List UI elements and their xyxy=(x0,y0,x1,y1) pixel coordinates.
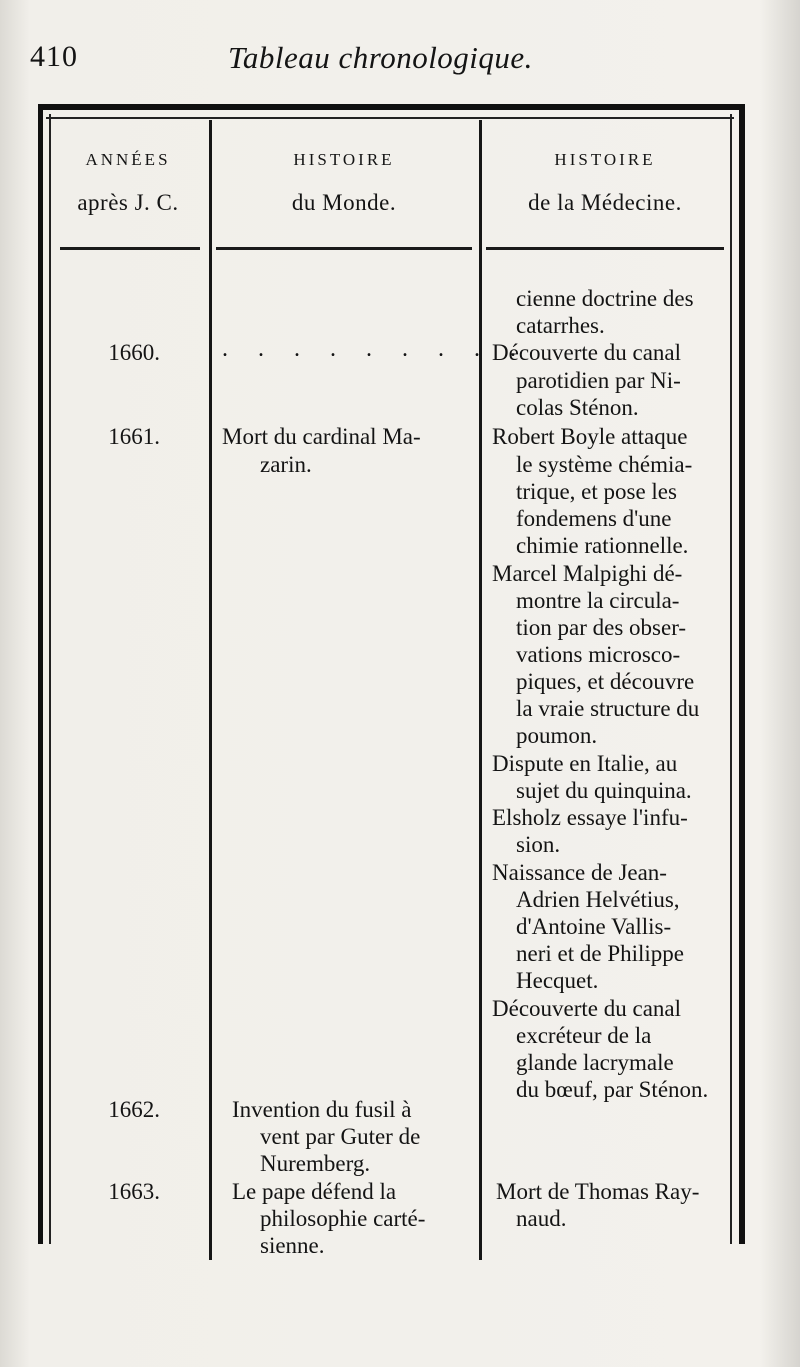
medicine-naissance-line-3: d'Antoine Vallis- xyxy=(516,914,672,939)
world-1661-line-2: zarin. xyxy=(260,452,312,477)
medicine-canal-line-4: du bœuf, par Sténon. xyxy=(516,1077,709,1102)
medicine-malpighi-line-5: piques, et découvre xyxy=(516,669,695,694)
header-years-bottom: après J. C. xyxy=(77,190,179,215)
world-1663-line-3: sienne. xyxy=(260,1233,325,1258)
header-medicine-bottom: de la Médecine. xyxy=(528,190,682,215)
medicine-naissance-line-5: Hecquet. xyxy=(516,968,599,993)
year-1662: 1662. xyxy=(108,1097,160,1122)
column-divider-world xyxy=(479,120,482,1260)
table-left-border xyxy=(38,104,43,1244)
header-rule-world xyxy=(216,247,472,250)
year-1661: 1661. xyxy=(108,424,160,449)
medicine-dispute-line-1: Dispute en Italie, au xyxy=(492,751,678,776)
world-1660-dots: . . . . . . . . . xyxy=(222,336,528,362)
header-years-top: ANNÉES xyxy=(85,150,171,169)
medicine-naissance-line-4: neri et de Philippe xyxy=(516,941,684,966)
world-1662-line-3: Nuremberg. xyxy=(260,1151,371,1176)
running-head: Tableau chronologique. xyxy=(228,40,533,75)
column-divider-years xyxy=(209,120,212,1260)
table-left-inner-border xyxy=(49,114,51,1244)
medicine-canal-line-1: Découverte du canal xyxy=(492,996,682,1021)
medicine-continuation-line-1: cienne doctrine des xyxy=(516,286,694,311)
year-1660: 1660. xyxy=(108,340,160,365)
header-rule-medicine xyxy=(486,247,724,250)
medicine-malpighi-line-1: Marcel Malpighi dé- xyxy=(492,561,683,586)
year-1663: 1663. xyxy=(108,1179,160,1204)
header-world-top: HISTOIRE xyxy=(293,150,395,169)
medicine-dispute-line-2: sujet du quinquina. xyxy=(516,778,692,803)
world-1663-line-2: philosophie carté- xyxy=(260,1206,426,1231)
medicine-1660-line-1: Découverte du canal xyxy=(492,340,682,365)
medicine-boyle-line-2: le système chémia- xyxy=(516,452,693,477)
medicine-malpighi-line-3: tion par des obser- xyxy=(516,615,687,640)
header-medicine-top: HISTOIRE xyxy=(554,150,656,169)
medicine-1660-line-2: parotidien par Ni- xyxy=(516,368,681,393)
header-world-bottom: du Monde. xyxy=(291,190,397,215)
medicine-1663-line-2: naud. xyxy=(516,1206,567,1231)
world-1662-line-1: Invention du fusil à xyxy=(232,1097,412,1122)
medicine-malpighi-line-7: poumon. xyxy=(516,723,598,748)
world-1662-line-2: vent par Guter de xyxy=(260,1124,421,1149)
medicine-boyle-line-5: chimie rationnelle. xyxy=(516,533,689,558)
table-right-inner-border xyxy=(730,114,732,1244)
medicine-boyle-line-4: fondemens d'une xyxy=(516,506,672,531)
header-rule-years xyxy=(60,247,200,250)
medicine-continuation-line-2: catarrhes. xyxy=(516,313,605,338)
world-1661-line-1: Mort du cardinal Ma- xyxy=(222,424,421,449)
medicine-1663-line-1: Mort de Thomas Ray- xyxy=(496,1179,700,1204)
table-right-border xyxy=(739,104,745,1244)
table-top-inner-rule xyxy=(46,117,734,119)
medicine-1660-line-3: colas Sténon. xyxy=(516,395,639,420)
medicine-canal-line-3: glande lacrymale xyxy=(516,1050,674,1075)
table-top-rule xyxy=(38,104,742,110)
medicine-malpighi-line-6: la vraie structure du xyxy=(516,696,700,721)
medicine-elsholz-line-1: Elsholz essaye l'infu- xyxy=(492,805,688,830)
medicine-malpighi-line-4: vations microsco- xyxy=(516,642,681,667)
medicine-boyle-line-1: Robert Boyle attaque xyxy=(492,424,688,449)
medicine-canal-line-2: excréteur de la xyxy=(516,1023,652,1048)
page-number: 410 xyxy=(30,40,78,73)
medicine-naissance-line-2: Adrien Helvétius, xyxy=(516,887,680,912)
world-1663-line-1: Le pape défend la xyxy=(232,1179,397,1204)
medicine-naissance-line-1: Naissance de Jean- xyxy=(492,860,667,885)
medicine-boyle-line-3: trique, et pose les xyxy=(516,479,677,504)
medicine-elsholz-line-2: sion. xyxy=(516,832,561,857)
medicine-malpighi-line-2: montre la circula- xyxy=(516,588,680,613)
